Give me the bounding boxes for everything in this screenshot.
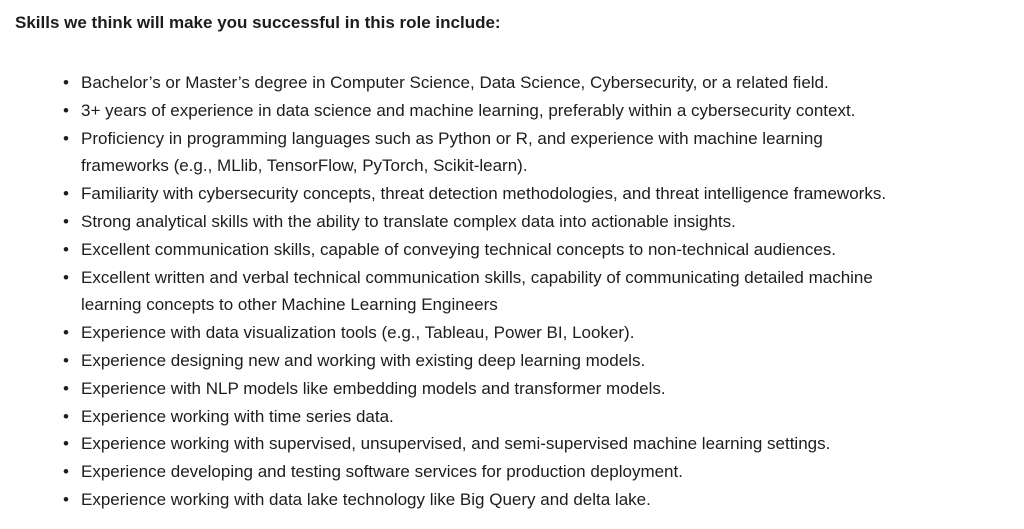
list-item-text: Experience working with supervised, unsupervised, and semi-supervised machine learning settings. [81,434,831,454]
skills-section [15,11,1015,514]
list-item-text: Strong analytical skills with the ability to translate complex data into actionable insights. [81,211,736,231]
list-item [63,430,1015,458]
bullet-icon: • [63,73,69,92]
list-item-text: frameworks (e.g., MLlib, TensorFlow, PyTorch, Scikit-learn). [81,156,528,176]
list-item-text: Experience developing and testing software services for production deployment. [81,462,683,482]
bullet-icon: • [63,323,69,343]
bullet-icon: • [63,184,69,204]
list-item-text: Proficiency in programming languages such as Python or R, and experience with machine learning [81,128,823,148]
list-item-text: Experience with data visualization tools (e.g., Tableau, Power BI, Looker). [81,323,635,343]
list-item-text: Experience designing new and working with existing deep learning models. [81,350,646,370]
list-item [63,236,1015,264]
bullet-icon: • [63,128,69,148]
bullet-icon: • [63,239,69,259]
section-heading: Skills we think will make you successful in this role include: [15,13,501,32]
list-item [63,403,1015,431]
list-item-text: 3+ years of experience in data science and machine learning, preferably within a cybersecurity context. [81,100,856,120]
list-item-text: Experience with NLP models like embedding models and transformer models. [81,378,666,398]
list-item-text: learning concepts to other Machine Learning Engineers [81,295,498,315]
list-item [63,375,1015,403]
list-item [63,69,1015,97]
list-item-text: Experience working with time series data. [81,406,394,426]
bullet-icon: • [63,350,69,370]
list-item-text: Familiarity with cybersecurity concepts, threat detection methodologies, and threat intelligence frameworks. [81,184,887,204]
list-item-text: Excellent written and verbal technical communication skills, capability of communicating detailed machine [81,267,873,287]
bullet-icon: • [63,489,69,509]
list-item [63,264,1015,320]
list-item [63,97,1015,125]
bullet-icon: • [63,100,69,120]
list-item [63,180,1015,208]
bullet-icon: • [63,434,69,454]
list-item-text: Excellent communication skills, capable of conveying technical concepts to non-technical audiences. [81,239,837,259]
list-item-text: Bachelor’s or Master’s degree in Computer Science, Data Science, Cybersecurity, or a related field. [81,73,829,92]
skills-list [15,69,1015,514]
bullet-icon: • [63,211,69,231]
list-item [63,319,1015,347]
bullet-icon: • [63,406,69,426]
list-item [63,347,1015,375]
list-item [63,486,1015,514]
list-item-text: Experience working with data lake technology like Big Query and delta lake. [81,489,651,509]
bullet-icon: • [63,462,69,482]
list-item [63,208,1015,236]
bullet-icon: • [63,267,69,287]
list-item [63,125,1015,181]
list-item [63,458,1015,486]
bullet-icon: • [63,378,69,398]
